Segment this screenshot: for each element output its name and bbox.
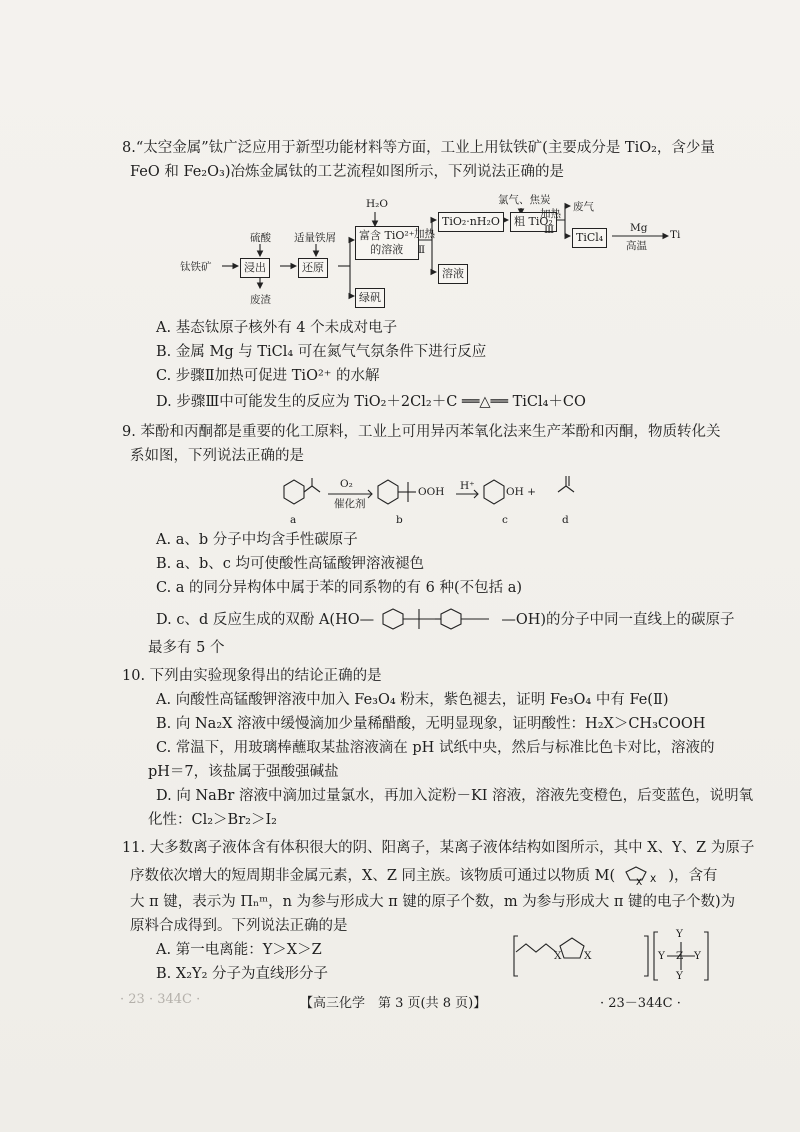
flow-solution-line2: 的溶液 [370,243,404,256]
q9-option-a: A. a、b 分子中均含手性碳原子 [156,532,358,548]
svg-text:X: X [635,878,642,886]
flow-ti: Ti [670,229,681,241]
q9-stem-line2: 系如图，下列说法正确的是 [130,448,304,464]
q11-stem-line2 [130,864,718,886]
flow-acid: 硫酸 [250,232,271,244]
flow-iron: 适量铁屑 [294,232,336,244]
q8-option-d: D. 步骤Ⅲ中可能发生的反应为 TiO₂＋2Cl₂＋C ══△══ TiCl₄＋CO [156,394,586,410]
q10-option-d-line2: 化性：Cl₂＞Br₂＞I₂ [148,812,277,828]
flow-ticl4: TiCl₄ [572,228,607,248]
q11-ionic-liquid-structure [512,922,712,982]
q8-option-c: C. 步骤Ⅱ加热可促进 TiO²⁺ 的水解 [156,368,380,384]
flow-step3: Ⅲ [544,224,555,236]
q9-ooh: OOH [418,486,445,498]
q9-reaction-scheme [270,472,600,532]
q8-stem-line1: 8.“太空金属”钛广泛应用于新型功能材料等方面，工业上用钛铁矿(主要成分是 TiO₂，含少量 [122,140,715,156]
imidazole-ring-m [620,864,664,886]
q9-oh-plus: OH + [506,486,536,498]
q8-process-flowchart [180,196,680,316]
q9-option-b: B. a、b、c 均可使酸性高锰酸钾溶液褪色 [156,556,425,572]
q10-option-b: B. 向 Na₂X 溶液中缓慢滴加少量稀醋酸，无明显现象，证明酸性：H₂X＞CH₃COOH [156,716,706,732]
q9-stem-line1: 9. 苯酚和丙酮都是重要的化工原料，工业上可用异丙苯氧化法来生产苯酚和丙酮，物质转化关 [122,424,721,440]
q9-catalyst: 催化剂 [334,498,366,510]
q9-option-d-line2: 最多有 5 个 [148,640,225,656]
flow-heat3: 加热 [540,208,561,220]
ion-y-bottom: Y [676,970,683,982]
q11-stem2-part2: )，含有 [668,868,718,884]
q8-option-b: B. 金属 Mg 与 TiCl₄ 可在氮气气氛条件下进行反应 [156,344,487,360]
ion-z: Z [676,950,684,962]
bisphenol-structure [379,608,497,630]
flow-crude: 粗 TiO₂ [510,212,557,232]
q10-stem: 10. 下列由实验现象得出的结论正确的是 [122,668,382,684]
footer-left: · 23 · 344C · [120,992,201,1007]
flow-residue: 废渣 [250,294,271,306]
q9-option-d-line1 [156,608,735,630]
ion-y-right: Y [694,950,701,962]
flow-solution-line1: 富含 TiO²⁺ [359,229,415,242]
q11-stem2-part1: 序数依次增大的短周期非金属元素，X、Z 同主族。该物质可通过以物质 M( [130,868,616,884]
ion-y-left: Y [658,950,665,962]
q9-label-b: b [396,514,403,526]
ion-x-right: X [584,950,592,962]
ion-x-left: X [554,950,562,962]
flow-heat2: 加热 [414,228,435,240]
flow-high-temp: 高温 [626,240,647,252]
q8-option-a: A. 基态钛原子核外有 4 个未成对电子 [156,320,398,336]
svg-text:X: X [649,875,656,885]
q10-option-d-line1: D. 向 NaBr 溶液中滴加过量氯水，再加入淀粉－KI 溶液，溶液先变橙色，后变蓝色，说明氧 [156,788,754,804]
q9-label-d: d [562,514,569,526]
flow-liquid: 溶液 [438,264,468,284]
flow-leach: 浸出 [240,258,270,278]
flow-ore: 钛铁矿 [180,261,212,273]
q11-stem-line4: 原料合成得到。下列说法正确的是 [130,918,348,934]
q9-d-part2: —OH)的分子中同一直线上的碳原子 [501,612,735,628]
q8-stem-line2: FeO 和 Fe₂O₃)冶炼金属钛的工艺流程如图所示，下列说法正确的是 [130,164,564,180]
flow-reduce: 还原 [298,258,328,278]
q10-option-c-line2: pH＝7，该盐属于强酸强碱盐 [148,764,339,780]
q9-d-part1: D. c、d 反应生成的双酚 A(HO— [156,612,375,628]
q11-stem-line1: 11. 大多数离子液体含有体积很大的阴、阳离子，某离子液体结构如图所示，其中 X、Y、Z 为原子 [122,840,755,856]
flow-step2: Ⅱ [418,244,426,256]
footer-right: · 23－344C · [600,996,681,1011]
ion-y-top: Y [676,928,683,940]
q11-stem-line3: 大 π 键，表示为 Πₙᵐ，n 为参与形成大 π 键的原子个数，m 为参与形成大 π 键的电子个数)为 [130,894,736,910]
flow-hydrate: TiO₂·nH₂O [438,212,504,232]
q10-option-a: A. 向酸性高锰酸钾溶液中加入 Fe₃O₄ 粉末，紫色褪去，证明 Fe₃O₄ 中有 Fe(Ⅱ) [156,692,669,708]
q9-o2: O₂ [340,478,353,490]
flow-gas-coke: 氯气、焦炭 [498,194,551,206]
footer-center: 【高三化学 第 3 页(共 8 页)】 [300,996,487,1011]
q9-option-c: C. a 的同分异构体中属于苯的同系物的有 6 种(不包括 a) [156,580,523,596]
q11-option-b: B. X₂Y₂ 分子为直线形分子 [156,966,329,982]
q9-label-c: c [502,514,508,526]
q11-option-a: A. 第一电离能：Y＞X＞Z [156,942,322,958]
flow-tio-solution [355,226,419,260]
reaction-structures [270,472,600,532]
flow-waste-gas: 废气 [573,201,594,213]
flow-vitriol: 绿矾 [355,288,385,308]
flow-water: H₂O [366,198,388,210]
flow-mg: Mg [630,222,648,234]
q10-option-c-line1: C. 常温下，用玻璃棒蘸取某盐溶液滴在 pH 试纸中央，然后与标准比色卡对比，溶液的 [156,740,715,756]
q9-hplus: H⁺ [460,480,475,492]
q9-label-a: a [290,514,297,526]
